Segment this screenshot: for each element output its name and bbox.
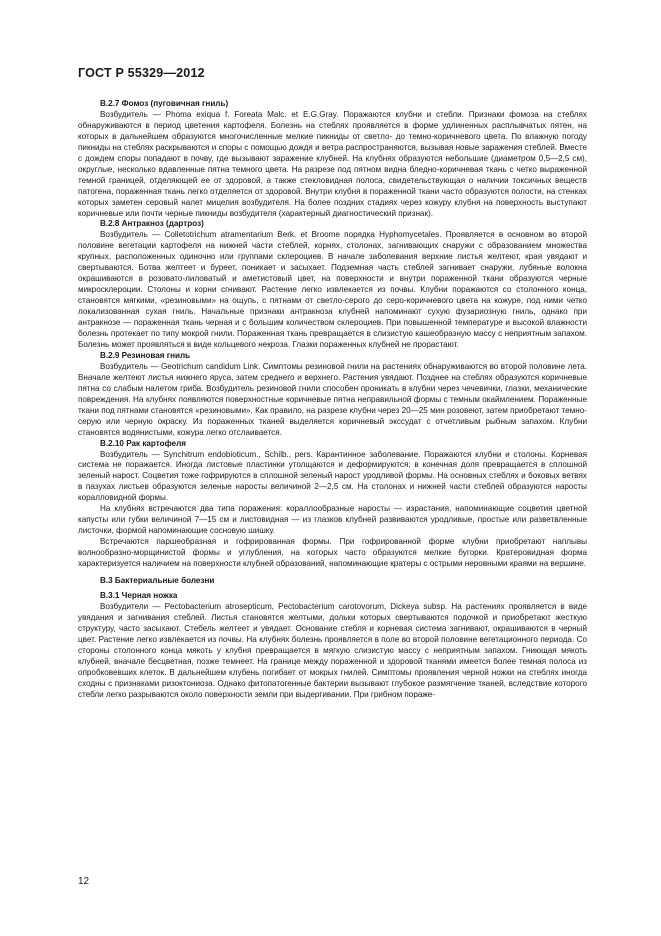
section-heading: В.2.9 Резиновая гниль	[100, 350, 191, 360]
paragraph: На клубнях встречаются два типа поражения: кораллообразные наросты — израстания, напоминающие соцветия цветной капусты или губки величиной 7—15 см и листовидная — из глазков клубней развиваются уродливые, простые или разветвленные листочки, формой напоминающие сосновую шишку.	[78, 504, 587, 536]
section-heading: В.3 Бактериальные болезни	[100, 575, 215, 585]
page-number: 12	[78, 876, 90, 887]
section-b-2-8	[78, 219, 587, 350]
section-heading: В.2.7 Фомоз (пуговичная гниль)	[100, 99, 229, 108]
section-b-3-1	[78, 591, 587, 701]
section-heading: В.3.1 Черная ножка	[100, 590, 178, 600]
paragraph: Возбудитель — Geotrichum candidum Link. Симптомы резиновой гнили на растениях обнаруживаются во второй половине лета. Вначале желтеют листья нижнего яруса, затем среднего и верхнего. Растения увядают. Позднее на стеблях образуются коричневые пятна со слабым налетом гриба. Возбудитель резиновой гнили способен проникать в клубни через чечевички, глазки, механические повреждения. На клубнях появляются поверхностные коричневые пятна неправильной формы с темным окаймлением. Пораженные ткани под пятнами становятся «резиновыми». Как правило, на разрезе клубни через 20—25 мин розовеют, затем приобретают темно-серую или черную окраску. Из пораженных тканей выделяется коричневый экссудат с отчетливым рыбным запахом. Клубни становятся водянистыми, кожура легко отслаивается.	[78, 361, 587, 437]
section-heading: В.2.8 Антракноз (дартроз)	[100, 219, 204, 229]
section-b-2-7	[78, 99, 587, 219]
section-heading: В.2.10 Рак картофеля	[100, 438, 187, 448]
section-b-2-9	[78, 351, 587, 439]
paragraph: Встречаются паршеобразная и гофрированная формы. При гофрированной форме клубни приобретают наплывы волнообразно-морщинистой формы и углубления, на которых часто образуются мелкие бугорки. Кратеровидная форма характеризуется наличием на поверхности клубней образований, напоминающие кратеры с острыми неровными краями на вершине.	[78, 537, 587, 569]
paragraph: Возбудитель — Colletotrichum atramentarium Berk. et Broome порядка Hyphomycetales. Проявляется в основном во второй половине вегетации картофеля на нижней части стеблей, корнях, столонах, загнивающих снаружи с образованием множества крупных, расположенных одиночно или группами склероциев. В начале заболевания верхние листья желтеют, края увядают и свертываются. Ботва желтеет и буреет, поникает и засыхает. Подземная часть стеблей загнивает снаружи, лубяные волокна окрашиваются в розовато-лиловатый и аметистовый цвет, на поверхности и внутри пораженной ткани образуются черные микросклероции. Столоны и корни сгнивают. Растение легко извлекается из почвы. Клубни поражаются со столонного конца, становятся мягкими, «резиновыми» на ощупь, с пятнами от светло-серого до серо-коричневого цвета на кожуре, под ними четко локализованная сухая гниль. Начальные признаки антракноза клубней напоминают сухую фузариозную гниль, однако при антракнозе — пораженная ткань черная и с большим количеством склероциев. При повышенной температуре и высокой влажности болезнь протекает по типу мокрой гнили. Пораженная ткань превращается в слизистую кашеобразную массу с неприятным запахом. Болезнь может проявляться в виде кольцевого некроза. Глазки пораженных клубней не прорастают.	[78, 230, 587, 349]
document-body	[78, 99, 587, 700]
paragraph: Возбудитель — Phoma exiqua f. Foreata Malc. et E.G.Gray. Поражаются клубни и стебли. Признаки фомоза на стеблях обнаруживаются в период цветения картофеля. Болезнь на стеблях проявляется в форме удлиненных расплывчатых пятен, на которых в дальнейшем образуются многочисленные мелкие пикниды от светло- до темно-коричневого цвета. По влажную погоду пикниды на стеблях раскрываются и споры с помощью дождя и ветра распространяются, вызывая новые заражения стеблей. Вместе с дождем споры попадают в почву, где вызывают заражение клубней. На клубнях образуются небольшие (диаметром 0,5—2,5 см), округлые, несколько вдавленные пятна темного цвета. На разрезе под пятном видна бледно-коричневая ткань с четко выраженной темной границей, отделяющей ее от здоровой, а также стекловидная полоса, свидетельствующая о наличии токсичных веществ патогена, пораженная ткань легко отделяется от здоровой. Внутри клубня в пораженной ткани часто образуются полости, на стенках которых заметен серовый налет мицелия возбудителя. На более поздних стадиях через кожуру клубня на поверхность выступают коричневые или почти черные пикниды возбудителя (характерный диагностический признак).	[78, 109, 587, 218]
section-b-2-10	[78, 439, 587, 570]
standard-code-header: ГОСТ Р 55329—2012	[78, 66, 205, 80]
paragraph: Возбудители — Pectobacterium atrosepticum, Pectobacterium carotovorum, Dickeya subsp. На растениях проявляется в виде увядания и загнивания стеблей. Листья становятся желтыми, дольки которых свертываются подочкой и приобретают жесткую структуру, часто засыхают. Стебель желтеет и увядает. Основание стебля и корневая система загнивают, окрашиваются в черный цвет. Растение легко извлекается из почвы. На клубнях болезнь проявляется в поле во второй половине вегетационного периода. Со стороны столонного конца мякоть у клубня превращается в мягкую слизистую массу с неприятным запахом. Гниющая мякоть клубней, вначале бесцветная, позже темнеет. На границе между пораженной и здоровой тканями имеется более темная полоса из опробковевших клеток. В дальнейшем клубень погибает от мокрых гнилей. Симптомы проявления черной ножки на стеблях иногда сходны с признаками ризоктониоза. Однако фитопатогенные бактерии вызывают глубокое размягчение тканей, вследствие которого стебли легко разрываются около поверхности земли при выдергивании. При грибном пораже-	[78, 601, 587, 699]
paragraph: Возбудитель — Synchitrum endobioticum., Schilb., pers. Карантинное заболевание. Поражаются клубни и столоны. Корневая система не поражается. Иногда листовые пластинки утолщаются и деформируются; в конечная доля превращается в сплошной зеленый нарост. Соцветия тоже гофрируются в сплошной зеленый нарост уродливой формы. На основных стеблях и боковых ветвях в пазухах листьев образуются зеленые наросты величиной 2—2,5 см. На столонах и нижней части стеблей образуются наросты коралловидной формы.	[78, 449, 587, 503]
section-b-3	[78, 576, 587, 587]
